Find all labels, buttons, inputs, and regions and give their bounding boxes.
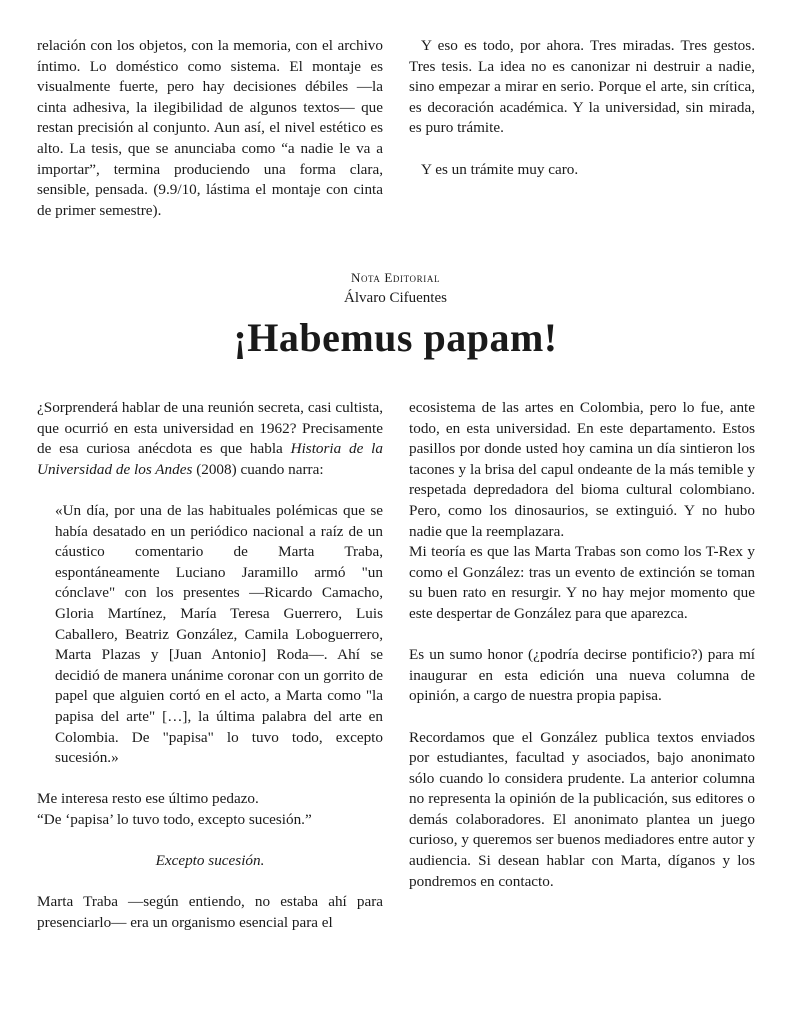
previous-article-left-column	[37, 36, 383, 221]
spacer	[37, 830, 383, 851]
paragraph-disclaimer: Recordamos que el González publica textos enviados por estudiantes, facultad y asociados, bajo anonimato sólo cuando lo considera prudente. La anterior columna no representa la opinión de la publicación, sus editores o demás colaboradores. El anonimato plantea un juego curioso, y queremos ser buenos mediadores entre autor y audiencia. Si desean hablar con Marta, díganos y los pondremos en contacto.	[409, 728, 755, 890]
paragraph-theory: Mi teoría es que las Marta Trabas son como los T-Rex y como el González: tras un evento de extinción se toman su buen rato en resurgir. Y no hay mejor momento que este despertar de González para que aparezca.	[409, 543, 755, 622]
section-kicker: Nota Editorial	[350, 270, 441, 285]
after-quote-line: Me interesa resto ese último pedazo.	[37, 790, 259, 808]
spacer	[409, 139, 755, 160]
paragraph-continuation: ecosistema de las artes en Colombia, pero lo fue, ante todo, en esta universidad. En este departamento. Estos pasillos por donde usted hoy camina un día sintieron los tacones y la brisa del capul ondeante de la más temible y respetada depredadora del bioma cultural colombiano. Pero, como los dinosaurios, se extinguió. Y no hubo nadie que la reemplazara.	[409, 399, 755, 540]
intro-text: ¿Sorprenderá hablar de una reunión secreta, casi cultista, que ocurrió en esta universidad en 1962? Precisamente de esa curiosa anécdota es que habla	[37, 399, 383, 458]
previous-article-closing-line: Y es un trámite muy caro.	[421, 160, 579, 178]
closing-paragraph: Marta Traba —según entiendo, no estaba ahí para presenciarlo— era un organismo esencial para el	[37, 893, 383, 931]
spacer	[409, 625, 755, 646]
after-quote-citation: “De ‘papisa’ lo tuvo todo, excepto sucesión.”	[37, 810, 312, 828]
article-right-column	[409, 398, 755, 892]
previous-article-right-column	[409, 36, 755, 180]
spacer	[409, 707, 755, 728]
spacer	[37, 480, 383, 501]
author-byline: Álvaro Cifuentes	[344, 290, 447, 306]
spacer	[37, 769, 383, 790]
block-quote: «Un día, por una de las habituales polémicas que se había desatado en un periódico nacional a raíz de un cáustico comentario de Marta Traba, espontáneamente Luciano Jaramillo armó "un cónclave" con los presentes —Ricardo Camacho, Gloria Martínez, María Teresa Guerrero, Luis Caballero, Beatriz González, Camila Loboguerrero, Marta Plazas y [Juan Antonio] Roda—. Ahí se decidió de manera unánime coronar con un gorrito de papel que alguien cortó en el acto, a Marta como "la papisa del arte" […], la última palabra del arte en Colombia. De "papisa" lo tuvo todo, excepto sucesión.»	[55, 501, 383, 767]
spacer	[37, 872, 383, 893]
previous-article-paragraph: relación con los objetos, con la memoria, con el archivo íntimo. Lo doméstico como sistema. El montaje es visualmente fuerte, pero hay decisiones débiles —la cinta adhesiva, la ilegibilidad de algunos textos— que restan precisión al conjunto. Aun así, el nivel estético es alto. La tesis, que se anunciaba como “a nadie le va a importar”, termina produciendo una forma clara, sensible, pensada. (9.9/10, lástima el montaje con cinta de primer semestre).	[37, 37, 383, 219]
intro-text-end: (2008) cuando narra:	[192, 460, 324, 478]
emphasis-line: Excepto sucesión.	[155, 852, 265, 870]
book-title: Historia de la Universidad de los Andes	[37, 440, 383, 478]
article-title: ¡Habemus papam!	[233, 315, 558, 360]
article-left-column	[37, 398, 383, 933]
paragraph-honor: Es un sumo honor (¿podría decirse pontificio?) para mí inaugurar en esta edición una nueva columna de opinión, a cargo de nuestra propia papisa.	[409, 646, 755, 705]
intro-paragraph	[37, 398, 383, 480]
previous-article-conclusion: Y eso es todo, por ahora. Tres miradas. Tres gestos. Tres tesis. La idea no es canonizar ni destruir a nadie, sino empezar a mirar en serio. Porque el arte, sin crítica, es decoración académica. Y la universidad, sin mirada, es puro trámite.	[409, 37, 755, 137]
